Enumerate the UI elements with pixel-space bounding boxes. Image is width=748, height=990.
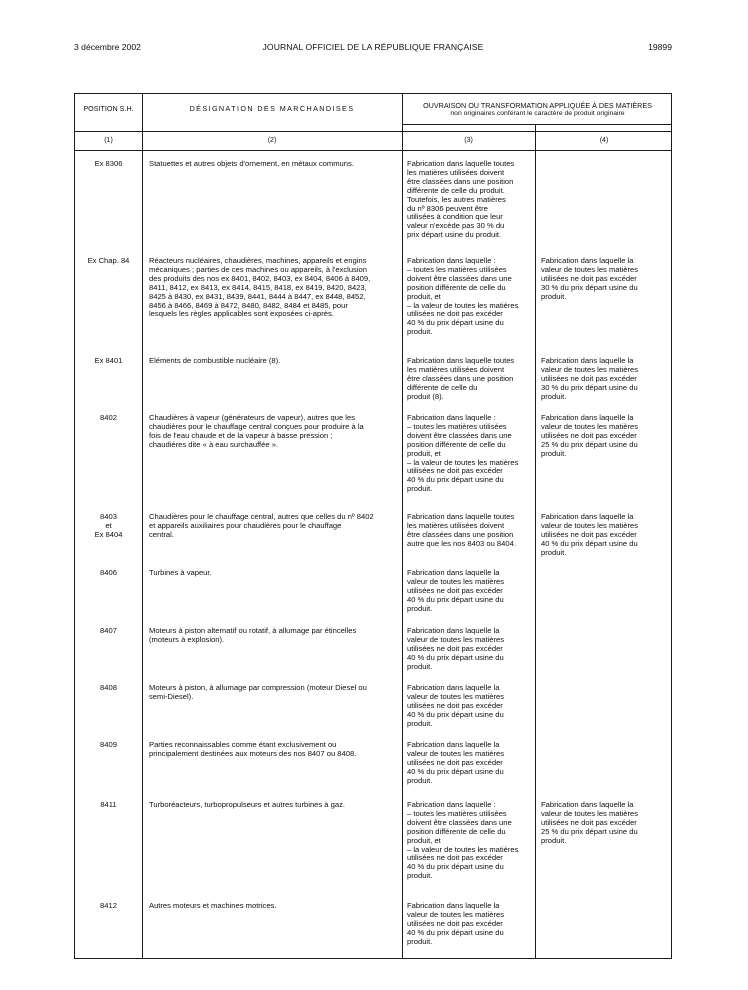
cell-text-line: Fabrication dans laquelle toutes bbox=[407, 159, 515, 168]
cell-text-line: 25 % du prix départ usine du bbox=[541, 439, 638, 449]
cell-text-line: utilisées ne doit pas excéder bbox=[407, 585, 503, 595]
cell-text-line: Réacteurs nucléaires, chaudières, machines, appareils et engins bbox=[149, 256, 367, 265]
col-number-2: (2) bbox=[267, 137, 277, 144]
ouvraison-col4-cell bbox=[541, 257, 668, 302]
cell-text-line: 8402 bbox=[100, 413, 117, 422]
position-cell bbox=[75, 741, 142, 750]
cell-text-line: utilisées ne doit pas excéder bbox=[541, 273, 637, 283]
cell-text-line: position différente de celle du bbox=[407, 826, 506, 836]
position-cell bbox=[75, 160, 142, 169]
cell-text-line: – la valeur de toutes les matières bbox=[407, 457, 519, 467]
cell-text-line: Moteurs à piston alternatif ou rotatif, à allumage par étincelles bbox=[149, 626, 357, 635]
cell-text-line: – la valeur de toutes les matières bbox=[407, 844, 519, 854]
cell-text-line: être classées dans une position bbox=[407, 529, 514, 539]
cell-text-line: utilisées ne doit pas excéder bbox=[407, 466, 503, 476]
cell-text-line: utilisées ne doit pas excéder bbox=[407, 757, 503, 767]
header-page-number: 19899 bbox=[648, 42, 672, 52]
cell-text-line: différente de celle du produit. bbox=[407, 185, 505, 195]
cell-text-line: produit. bbox=[541, 547, 567, 557]
cell-text-line: valeur de toutes les matières bbox=[407, 634, 505, 644]
cell-text-line: Autres moteurs et machines motrices. bbox=[149, 901, 277, 910]
designation-cell bbox=[149, 160, 395, 169]
cell-text-line: utilisées ne doit pas excéder bbox=[407, 309, 503, 319]
col-ouvraison-subheader: non originaires conférant le caractère de produit originaire bbox=[450, 110, 625, 117]
cell-text-line: valeur de toutes les matières bbox=[407, 909, 505, 919]
position-cell bbox=[75, 627, 142, 636]
cell-text-line: Turboréacteurs, turbopropulseurs et autres turbines à gaz. bbox=[149, 800, 345, 809]
cell-text-line: être classées dans une position bbox=[407, 373, 514, 383]
cell-text-line: utilisées ne doit pas excéder bbox=[541, 373, 637, 383]
cell-text-line: valeur de toutes les matières bbox=[407, 748, 505, 758]
ouvraison-col3-cell bbox=[407, 801, 531, 881]
cell-text-line: 8411 bbox=[100, 800, 117, 809]
cell-text-line: valeur de toutes les matières bbox=[541, 808, 639, 818]
cell-text-line: valeur de toutes les matières bbox=[541, 421, 639, 431]
cell-text-line: Fabrication dans laquelle la bbox=[541, 800, 634, 809]
cell-text-line: Fabrication dans laquelle toutes bbox=[407, 356, 515, 365]
cell-text-line: semi-Diesel). bbox=[149, 691, 194, 701]
cell-text-line: des produits des nos ex 8401, 8402, 8403, ex 8404, 8406 à 8409, bbox=[149, 273, 371, 283]
cell-text-line: Chaudières pour le chauffage central, autres que celles du nº 8402 bbox=[149, 512, 374, 521]
cell-text-line: 40 % du prix départ usine du bbox=[407, 709, 504, 719]
ouvraison-col3-cell bbox=[407, 257, 531, 337]
cell-text-line: produit. bbox=[407, 936, 433, 946]
cell-text-line: produit. bbox=[407, 871, 433, 881]
cell-text-line: Eléments de combustible nucléaire (8). bbox=[149, 356, 281, 365]
cell-text-line: 8407 bbox=[100, 626, 117, 635]
cell-text-line: utilisées ne doit pas excéder bbox=[541, 817, 637, 827]
ouvraison-col3-cell bbox=[407, 513, 531, 549]
cell-text-line: produit. bbox=[541, 835, 567, 845]
cell-text-line: produit. bbox=[407, 775, 433, 785]
position-cell bbox=[75, 414, 142, 423]
cell-text-line: position différente de celle du bbox=[407, 282, 506, 292]
cell-text-line: produit. bbox=[407, 484, 433, 494]
cell-text-line: les matières utilisées doivent bbox=[407, 167, 505, 177]
header-divider bbox=[75, 150, 671, 151]
designation-cell bbox=[149, 627, 395, 645]
col-number-1: (1) bbox=[104, 137, 113, 144]
page-header bbox=[74, 40, 672, 54]
cell-text-line: doivent être classées dans une bbox=[407, 273, 512, 283]
ouvraison-col3-cell bbox=[407, 414, 531, 494]
cell-text-line: – toutes les matières utilisées bbox=[407, 264, 507, 274]
cell-text-line: Fabrication dans laquelle la bbox=[407, 683, 500, 692]
cell-text-line: utilisées ne doit pas excéder bbox=[407, 700, 503, 710]
cell-text-line: valeur de toutes les matières bbox=[541, 364, 639, 374]
cell-text-line: produit, et bbox=[407, 291, 441, 301]
cell-text-line: Fabrication dans laquelle la bbox=[541, 512, 634, 521]
ouvraison-col3-cell bbox=[407, 357, 531, 402]
cell-text-line: chaudières pour le chauffage central conçues pour produire à la bbox=[149, 421, 364, 431]
cell-text-line: Fabrication dans laquelle la bbox=[407, 626, 500, 635]
cell-text-line: 40 % du prix départ usine du bbox=[407, 766, 504, 776]
cell-text-line: Fabrication dans laquelle la bbox=[541, 413, 634, 422]
cell-text-line: Fabrication dans laquelle : bbox=[407, 256, 496, 265]
cell-text-line: 40 % du prix départ usine du bbox=[407, 862, 504, 872]
col-ouvraison-header: OUVRAISON OU TRANSFORMATION APPLIQUÉE À DES MATIÈRES bbox=[423, 101, 652, 110]
cell-text-line: 8406 bbox=[100, 568, 117, 577]
cell-text-line: Statuettes et autres objets d'ornement, en métaux communs. bbox=[149, 159, 354, 168]
cell-text-line: 25 % du prix départ usine du bbox=[541, 826, 638, 836]
designation-cell bbox=[149, 741, 395, 759]
cell-text-line: central. bbox=[149, 529, 174, 539]
cell-text-line: doivent être classées dans une bbox=[407, 817, 512, 827]
cell-text-line: lesquels les règles applicables sont exposées ci-après. bbox=[149, 309, 334, 319]
cell-text-line: utilisées ne doit pas excéder bbox=[541, 430, 637, 440]
cell-text-line: 40 % du prix départ usine du bbox=[407, 927, 504, 937]
cell-text-line: – la valeur de toutes les matières bbox=[407, 300, 519, 310]
cell-text-line: Ex 8404 bbox=[94, 529, 123, 539]
cell-text-line: valeur de toutes les matières bbox=[541, 520, 639, 530]
cell-text-line: utilisées à condition que leur bbox=[407, 212, 503, 222]
cell-text-line: être classées dans une position bbox=[407, 176, 514, 186]
cell-text-line: du nº 8306 peuvent être bbox=[407, 203, 488, 213]
header-divider bbox=[402, 124, 671, 125]
cell-text-line: doivent être classées dans une bbox=[407, 430, 512, 440]
cell-text-line: utilisées ne doit pas excéder bbox=[407, 853, 503, 863]
cell-text-line: Fabrication dans laquelle la bbox=[541, 256, 634, 265]
cell-text-line: Fabrication dans laquelle la bbox=[407, 740, 500, 749]
cell-text-line: 40 % du prix départ usine du bbox=[541, 538, 638, 548]
ouvraison-col3-cell bbox=[407, 684, 531, 729]
cell-text-line: 40 % du prix départ usine du bbox=[407, 594, 504, 604]
cell-text-line: Moteurs à piston, à allumage par compression (moteur Diesel ou bbox=[149, 683, 367, 692]
cell-text-line: valeur de toutes les matières bbox=[541, 264, 639, 274]
cell-text-line: Ex 8401 bbox=[94, 356, 123, 365]
cell-text-line: Fabrication dans laquelle toutes bbox=[407, 512, 515, 521]
cell-text-line: produit, et bbox=[407, 448, 441, 458]
cell-text-line: 40 % du prix départ usine du bbox=[407, 475, 504, 485]
col-designation-header: DÉSIGNATION DES MARCHANDISES bbox=[189, 104, 355, 113]
header-date: 3 décembre 2002 bbox=[74, 42, 141, 52]
cell-text-line: 30 % du prix départ usine du bbox=[541, 282, 638, 292]
cell-text-line: chaudières dite « à eau surchauffée ». bbox=[149, 439, 279, 449]
column-divider bbox=[142, 94, 143, 958]
cell-text-line: et appareils auxiliaires pour chaudières pour le chauffage bbox=[149, 520, 342, 530]
position-cell bbox=[75, 801, 142, 810]
cell-text-line: – toutes les matières utilisées bbox=[407, 808, 507, 818]
ouvraison-col4-cell bbox=[541, 357, 668, 402]
designation-cell bbox=[149, 257, 395, 319]
cell-text-line: Chaudières à vapeur (générateurs de vapeur), autres que les bbox=[149, 413, 355, 422]
cell-text-line: 8409 bbox=[100, 740, 117, 749]
position-cell bbox=[75, 569, 142, 578]
cell-text-line: les matières utilisées doivent bbox=[407, 364, 505, 374]
cell-text-line: 8456 à 8466, 8469 à 8472, 8480, 8482, 8484 et 8485, pour bbox=[149, 300, 348, 310]
cell-text-line: Fabrication dans laquelle la bbox=[407, 901, 500, 910]
cell-text-line: principalement destinées aux moteurs des nos 8407 ou 8408. bbox=[149, 748, 357, 758]
cell-text-line: 40 % du prix départ usine du bbox=[407, 652, 504, 662]
position-cell bbox=[75, 902, 142, 911]
cell-text-line: prix départ usine du produit. bbox=[407, 230, 502, 240]
rules-table bbox=[74, 93, 672, 959]
header-title: JOURNAL OFFICIEL DE LA RÉPUBLIQUE FRANÇAISE bbox=[262, 42, 484, 52]
cell-text-line: 8412 bbox=[100, 901, 117, 910]
cell-text-line: Fabrication dans laquelle : bbox=[407, 413, 496, 422]
ouvraison-col3-cell bbox=[407, 627, 531, 672]
cell-text-line: utilisées ne doit pas excéder bbox=[407, 918, 503, 928]
position-cell bbox=[75, 257, 142, 266]
designation-cell bbox=[149, 801, 395, 810]
cell-text-line: Toutefois, les autres matières bbox=[407, 194, 506, 204]
designation-cell bbox=[149, 569, 395, 578]
cell-text-line: produit. bbox=[407, 718, 433, 728]
position-cell bbox=[75, 357, 142, 366]
column-divider bbox=[402, 94, 403, 958]
cell-text-line: 30 % du prix départ usine du bbox=[541, 382, 638, 392]
cell-text-line: mécaniques ; parties de ces machines ou appareils, à l'exclusion bbox=[149, 264, 367, 274]
designation-cell bbox=[149, 414, 395, 450]
cell-text-line: 40 % du prix départ usine du bbox=[407, 318, 504, 328]
cell-text-line: position différente de celle du bbox=[407, 439, 506, 449]
cell-text-line: Parties reconnaissables comme étant exclusivement ou bbox=[149, 740, 337, 749]
ouvraison-col4-cell bbox=[541, 801, 668, 846]
ouvraison-col4-cell bbox=[541, 513, 668, 558]
col-position-header: POSITION S.H. bbox=[83, 104, 134, 113]
cell-text-line: produit. bbox=[407, 661, 433, 671]
cell-text-line: 8411, 8412, ex 8413, ex 8414, 8415, 8418, ex 8419, 8420, 8423, bbox=[149, 282, 367, 292]
ouvraison-col3-cell bbox=[407, 741, 531, 786]
cell-text-line: produit. bbox=[541, 448, 567, 458]
cell-text-line: Fabrication dans laquelle : bbox=[407, 800, 496, 809]
cell-text-line: produit, et bbox=[407, 835, 441, 845]
cell-text-line: valeur de toutes les matières bbox=[407, 576, 505, 586]
cell-text-line: produit. bbox=[407, 603, 433, 613]
designation-cell bbox=[149, 684, 395, 702]
cell-text-line: 8403 bbox=[100, 512, 117, 521]
cell-text-line: autre que les nos 8403 ou 8404. bbox=[407, 538, 516, 548]
designation-cell bbox=[149, 902, 395, 911]
ouvraison-col3-cell bbox=[407, 902, 531, 947]
ouvraison-col3-cell bbox=[407, 569, 531, 614]
cell-text-line: valeur n'excède pas 30 % du bbox=[407, 221, 505, 231]
position-cell bbox=[75, 684, 142, 693]
cell-text-line: Fabrication dans laquelle la bbox=[407, 568, 500, 577]
column-divider bbox=[535, 124, 536, 958]
cell-text-line: – toutes les matières utilisées bbox=[407, 421, 507, 431]
cell-text-line: différente de celle du bbox=[407, 382, 478, 392]
ouvraison-col4-cell bbox=[541, 414, 668, 459]
cell-text-line: les matières utilisées doivent bbox=[407, 520, 505, 530]
cell-text-line: valeur de toutes les matières bbox=[407, 691, 505, 701]
cell-text-line: 8408 bbox=[100, 683, 117, 692]
cell-text-line: fois de l'eau chaude et de la vapeur à basse pression ; bbox=[149, 430, 333, 440]
cell-text-line: utilisées ne doit pas excéder bbox=[407, 643, 503, 653]
position-cell bbox=[75, 513, 142, 540]
cell-text-line: Ex Chap. 84 bbox=[87, 256, 130, 265]
col-number-3: (3) bbox=[464, 137, 473, 144]
cell-text-line: Ex 8306 bbox=[94, 159, 123, 168]
ouvraison-col3-cell bbox=[407, 160, 531, 240]
cell-text-line: produit. bbox=[541, 391, 567, 401]
cell-text-line: Turbines à vapeur. bbox=[149, 568, 212, 577]
cell-text-line: utilisées ne doit pas excéder bbox=[541, 529, 637, 539]
cell-text-line: produit. bbox=[541, 291, 567, 301]
col-number-4: (4) bbox=[599, 137, 609, 144]
cell-text-line: produit. bbox=[407, 327, 433, 337]
cell-text-line: Fabrication dans laquelle la bbox=[541, 356, 634, 365]
cell-text-line: produit (8). bbox=[407, 391, 444, 401]
designation-cell bbox=[149, 357, 395, 366]
cell-text-line: 8425 à 8430, ex 8431, 8439, 8441, 8444 à 8447, ex 8448, 8452, bbox=[149, 291, 366, 301]
designation-cell bbox=[149, 513, 395, 540]
cell-text-line: (moteurs à explosion). bbox=[149, 634, 225, 644]
cell-text-line: et bbox=[105, 520, 112, 530]
